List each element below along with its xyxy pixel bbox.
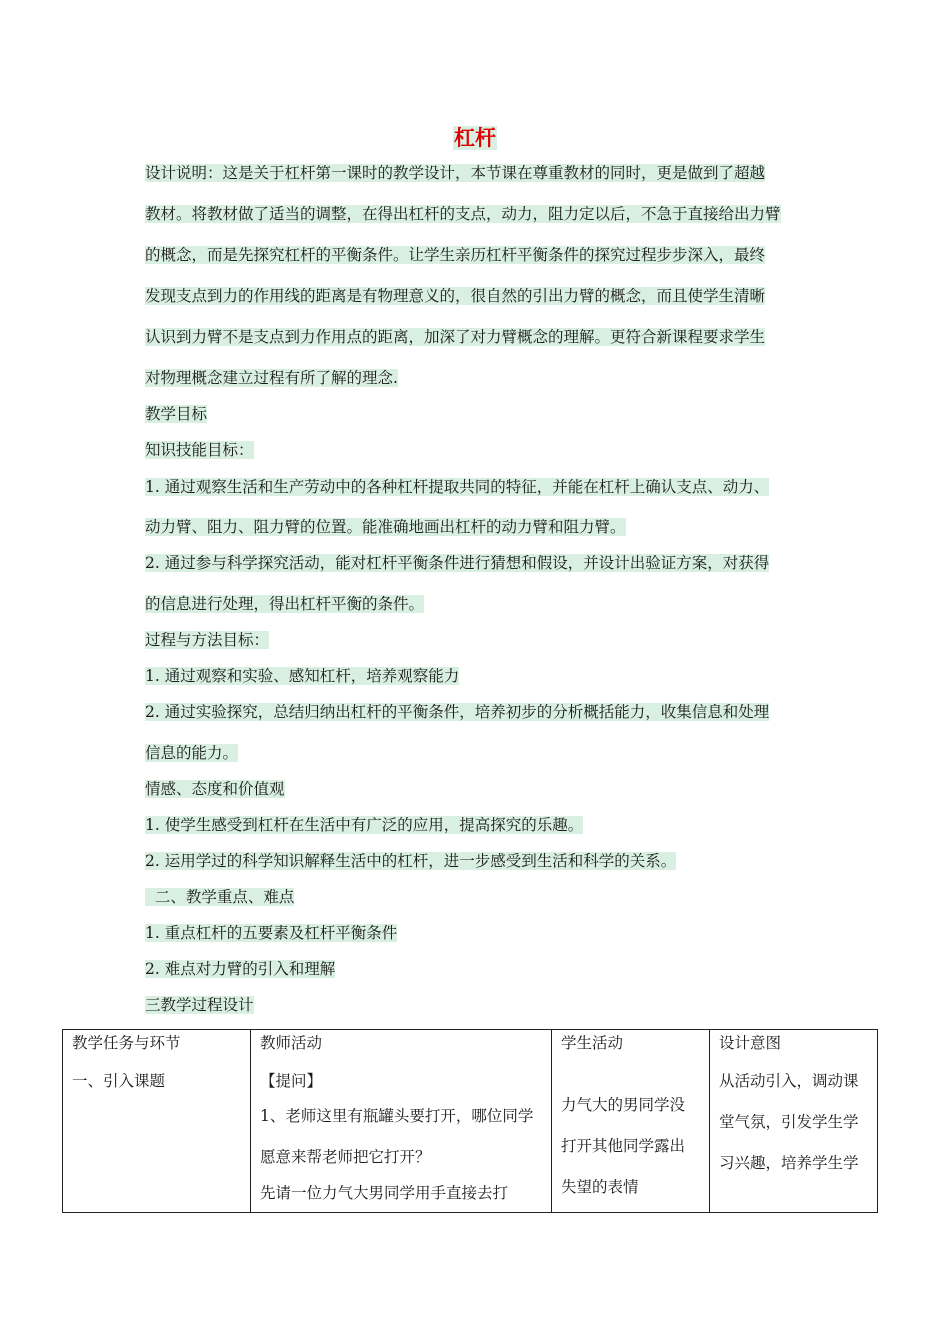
paragraph-line: 发现支点到力的作用线的距离是有物理意义的，很自然的引出力臂的概念，而且使学生清晰 [145,287,766,305]
paragraph-line: 动力臂、阻力、阻力臂的位置。能准确地画出杠杆的动力臂和阻力臂。 [145,518,626,536]
paragraph-line: 信息的能力。 [145,744,239,762]
cell-text: 失望的表情 [561,1178,639,1196]
table-cell [63,1030,251,1213]
table-cell [552,1030,710,1213]
column-header: 教学任务与环节 [72,1034,181,1052]
cell-text: 一、引入课题 [72,1072,166,1090]
paragraph-line: 1. 通过观察和实验、感知杠杆，培养观察能力 [145,667,460,685]
paragraph-line: 对物理概念建立过程有所了解的理念. [145,369,398,387]
cell-text: 打开其他同学露出 [561,1137,686,1155]
paragraph-line: 的概念，而是先探究杠杆的平衡条件。让学生亲历杠杆平衡条件的探究过程步步深入，最终 [145,246,766,264]
cell-text: 【提问】 [260,1072,323,1090]
section-heading: 教学目标 [145,405,208,423]
column-header: 学生活动 [561,1034,624,1052]
table-row [63,1030,878,1213]
section-heading: 二、教学重点、难点 [145,888,295,906]
column-header: 设计意图 [719,1034,782,1052]
paragraph-line: 1. 使学生感受到杠杆在生活中有广泛的应用，提高探究的乐趣。 [145,816,584,834]
paragraph-line: 2. 通过参与科学探究活动，能对杠杆平衡条件进行猜想和假设，并设计出验证方案，对获得 [145,554,770,572]
cell-text: 先请一位力气大男同学用手直接去打 [260,1184,509,1202]
cell-text: 愿意来帮老师把它打开？ [260,1148,431,1166]
paragraph-line: 2. 难点对力臂的引入和理解 [145,960,336,978]
cell-text: 堂气氛，引发学生学 [719,1113,859,1131]
paragraph-line: 认识到力臂不是支点到力作用点的距离，加深了对力臂概念的理解。更符合新课程要求学生 [145,328,766,346]
cell-text: 1、老师这里有瓶罐头要打开，哪位同学 [260,1107,534,1125]
paragraph-line: 2. 运用学过的科学知识解释生活中的杠杆，进一步感受到生活和科学的关系。 [145,852,677,870]
subsection-heading: 过程与方法目标： [145,631,270,649]
lesson-plan-table [62,1029,878,1213]
document-title: 杠杆 [454,126,496,150]
column-header: 教师活动 [260,1034,323,1052]
paragraph-line: 设计说明：这是关于杠杆第一课时的教学设计，本节课在尊重教材的同时，更是做到了超越 [145,164,766,182]
paragraph-line: 2. 通过实验探究，总结归纳出杠杆的平衡条件，培养初步的分析概括能力，收集信息和处理 [145,703,770,721]
paragraph-line: 1. 通过观察生活和生产劳动中的各种杠杆提取共同的特征，并能在杠杆上确认支点、动力、 [145,478,770,496]
section-heading: 三教学过程设计 [145,996,254,1014]
table-cell [251,1030,552,1213]
paragraph-line: 教材。将教材做了适当的调整，在得出杠杆的支点，动力，阻力定以后，不急于直接给出力臂 [145,205,781,223]
table-cell [710,1030,878,1213]
cell-text: 习兴趣，培养学生学 [719,1154,859,1172]
cell-text: 力气大的男同学没 [561,1096,686,1114]
paragraph-line: 的信息进行处理，得出杠杆平衡的条件。 [145,595,425,613]
cell-text: 从活动引入，调动课 [719,1072,859,1090]
subsection-heading: 情感、态度和价值观 [145,780,285,798]
subsection-heading: 知识技能目标： [145,441,254,459]
paragraph-line: 1. 重点杠杆的五要素及杠杆平衡条件 [145,924,398,942]
